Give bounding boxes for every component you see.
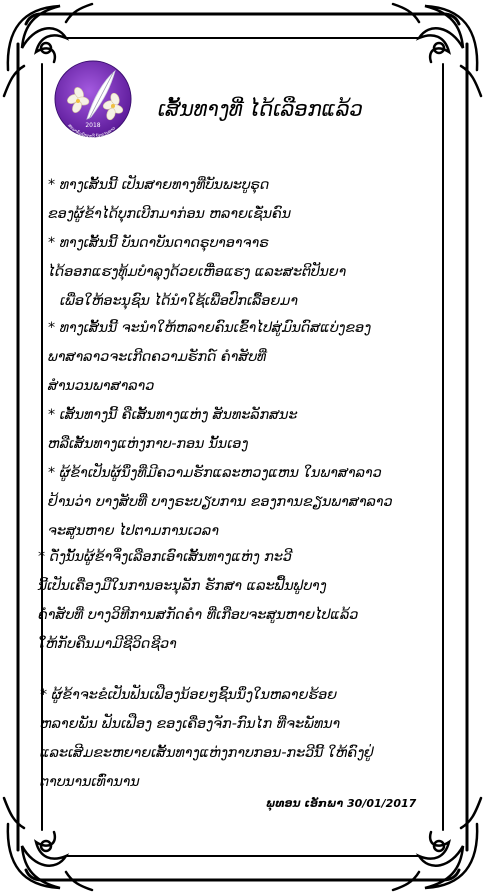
quill-flowers-logo-icon [53, 59, 133, 139]
paragraph-line: * ຜູ້ຂ້າຈະຂໍເປັນຟັນເຟືອງນ້ອຍໆຊິ້ນນຶ່ງໃນຫລາຍຮ້ອຍ [40, 687, 338, 703]
paragraph-line: ຕາບນານເທົ່ານານ [40, 774, 140, 790]
paragraph-line: * ທາງເສັ້ນນີ້ ບັນດາບັນດາດຣຸບາອາຈາຣ [48, 235, 270, 251]
poem-title: ເສັ້ນທາງທີ່ ໄດ້ເລືອກແລ້ວ [158, 97, 363, 121]
paragraph-line: ຄຳສັບທີ່ ບາງວິທີການສກັດຄຳ ທີ່ເກືອບຈະສູນຫາຍໄປແລ້ວ [38, 607, 359, 623]
paragraph-5 [48, 459, 393, 546]
paragraph-6 [38, 543, 358, 659]
paragraph-line: * ທາງເສັ້ນນີ້ ຈະນຳໃຫ້ຫລາຍຄົນເຂົ້າໄປສູ່ມົນດົສແບ່ງຂອງ [48, 320, 372, 336]
paragraph-line: ນີ້ເປັນເຄື່ອງມືໃນການອະນຸລັກ ຮັກສາ ແລະຟື້ນຟູບາງ [38, 578, 327, 594]
paragraph-7 [40, 681, 374, 797]
paragraph-line: ຂອງຜູ້ຂ້າໄດ້ບຸກເບີກມາກ່ອນ ຫລາຍເຊັ່ນຄົນ [48, 206, 291, 222]
paragraph-line: * ດັ່ງນັ້ນຜູ້ຂ້າຈຶ່ງເລືອກເອົາເສັ້ນທາງແຫ່ງ ກະວີ [38, 549, 292, 565]
signature-date: ພຸທອນ ເອັກພາ 30/01/2017 [266, 797, 417, 810]
logo-year: 2018 [85, 122, 101, 129]
logo-ring-text: ສະມາຄົມນັກກະວີ ນັກຂຽນລາວ [67, 122, 117, 139]
paragraph-line: ສຳນວນພາສາລາວ [48, 378, 155, 394]
paragraph-2 [48, 229, 346, 316]
paragraph-4 [48, 401, 298, 459]
paragraph-3 [48, 314, 371, 401]
paragraph-line: ເພື່ອໃຫ້ອະນຸຊົນ ໄດ້ນຳໃຊ້ເພື່ອປົກເລື້ອຍມາ [60, 293, 299, 309]
paragraph-line: ໄດ້ອອກແຮງທຸ້ມບຳລຸງດ້ວຍເຫື່ອແຮງ ແລະສະຕິປັນຍາ [48, 264, 347, 280]
paragraph-line: ຫລາຍພັນ ຟັນເຟືອງ ຂອງເຄື່ອງຈັກ-ກົນໄກ ທີ່ຈະພັທນາ [40, 716, 341, 732]
paragraph-line: ຢ້ານວ່າ ບາງສັບທີ່ ບາງຣະບຽບການ ຂອງການຂຽນພາສາລາວ [48, 494, 393, 510]
paragraph-line: ພາສາລາວຈະເກີດຄວາມຮັກດ໌ ຄຳສັບທີ່ [48, 349, 267, 365]
paragraph-line: ຈະສູນຫາຍ ໄປຕາມການເວລາ [48, 523, 220, 539]
paragraph-line: * ຜູ້ຂ້າເປັນຜູ້ນຶ່ງທີ່ມີຄວາມຮັກແລະຫວງແຫນ ໃນພາສາລາວ [48, 465, 382, 481]
paragraph-1 [48, 171, 291, 229]
paragraph-line: * ເສັ້ນທາງນີ້ ຄືເສັ້ນທາງແຫ່ງ ສັນທະລັກສນະ [48, 407, 298, 423]
paragraph-line: * ທາງເສັ້ນນີ້ ເປັນສາຍທາງທີ່ບັນພະບູຣຸດ [48, 177, 270, 193]
paragraph-line: ໃຫ້ກັບຄືນມາມີຊີວິດຊີວາ [38, 636, 177, 652]
paragraph-line: ຫລືເສັ້ນທາງແຫ່ງກາບ-ກອນ ນັ້ນເອງ [48, 436, 249, 452]
paragraph-line: ແລະເສີມຂະຫຍາຍເສັ້ນທາງແຫ່ງກາບກອນ-ກະວີນີ້ ໃຫ້ຄົງຢູ່ [40, 745, 374, 761]
